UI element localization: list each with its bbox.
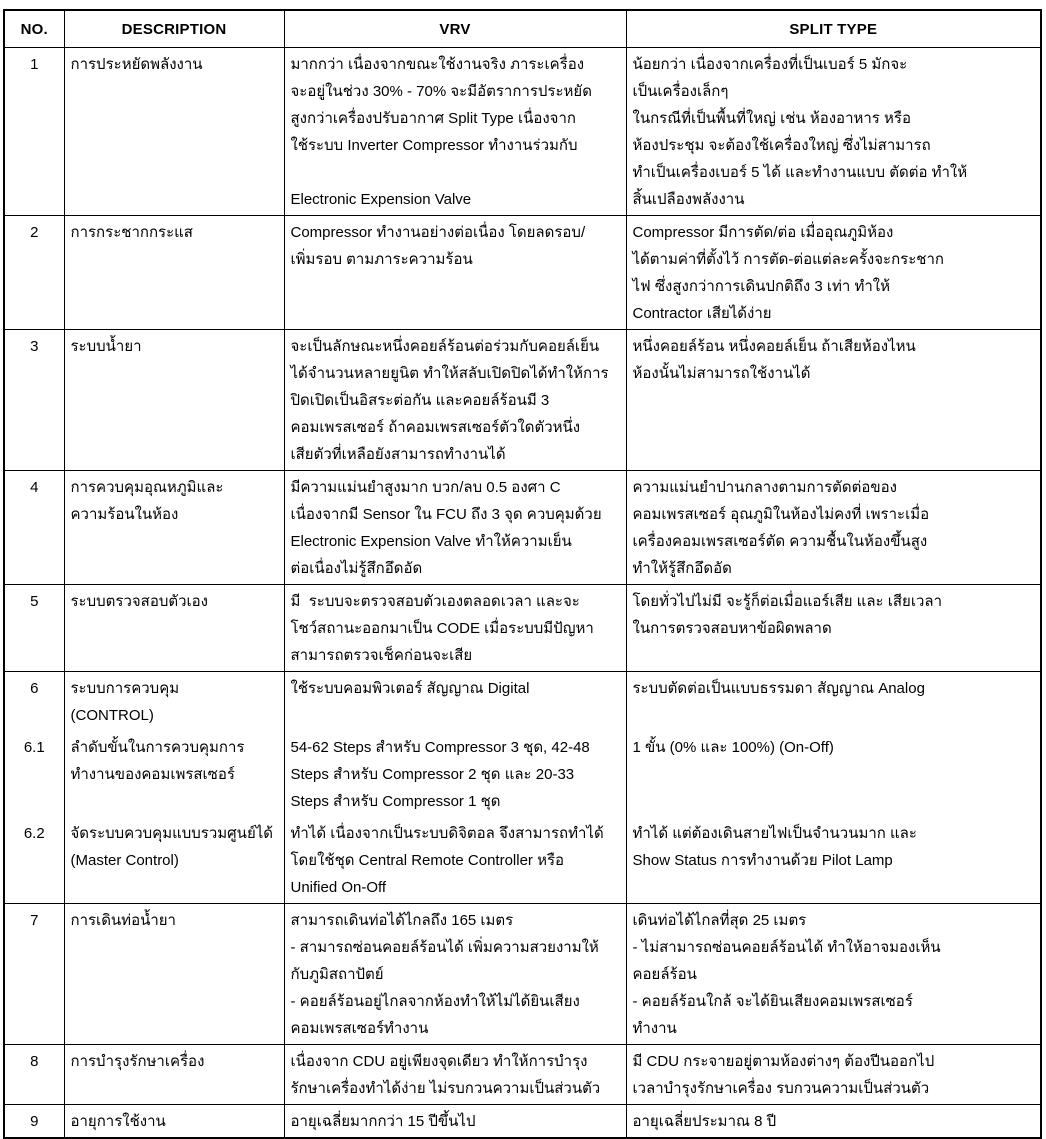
split-text-line: หนึ่งคอยล์ร้อน หนึ่งคอยล์เย็น ถ้าเสียห้องไหน [632,338,916,355]
cell-description [64,1045,284,1105]
split-text-line: โดยทั่วไปไม่มี จะรู้ก็ต่อเมื่อแอร์เสีย และ เสียเวลา [632,593,942,610]
split-text-line: ทำงาน [632,1020,677,1037]
description-text-line: การประหยัดพลังงาน [70,56,203,73]
vrv-text-line: จะเป็นลักษณะหนึ่งคอยล์ร้อนต่อร่วมกับคอยล์เย็น [290,338,600,355]
cell-vrv [284,216,626,330]
cell-description [64,731,284,817]
description-text-line: จัดระบบควบคุมแบบรวมศูนย์ได้ [70,825,274,842]
split-text-line: - ไม่สามารถซ่อนคอยล์ร้อนได้ ทำให้อาจมองเห็น [632,939,941,956]
cell-split [626,1045,1041,1105]
description-text-line: การกระชากกระแส [70,224,193,241]
cell-split [626,216,1041,330]
cell-no [4,904,64,1045]
cell-no [4,48,64,216]
cell-split [626,471,1041,585]
split-text-line: สิ้นเปลืองพลังงาน [632,191,745,208]
header-split-type: SPLIT TYPE [626,10,1041,48]
vrv-text-line: เนื่องจากมี Sensor ใน FCU ถึง 3 จุด ควบคุมด้วย [290,506,602,523]
split-text-line: ทำเป็นเครื่องเบอร์ 5 ได้ และทำงานแบบ ตัดต่อ ทำให้ [632,164,968,181]
cell-vrv [284,585,626,672]
vrv-text-line: Compressor ทำงานอย่างต่อเนื่อง โดยลดรอบ/ [290,224,586,241]
split-text-line: คอมเพรสเซอร์ อุณภูมิในห้องไม่คงที่ เพราะเมื่อ [632,506,930,523]
split-text-line: ในกรณีที่เป็นพื้นที่ใหญ่ เช่น ห้องอาหาร หรือ [632,110,911,127]
cell-vrv [284,817,626,904]
row-number: 6.2 [23,825,45,842]
table-row [4,731,1041,817]
vrv-text-line: เพิ่มรอบ ตามภาระความร้อน [290,251,473,268]
table-row [4,216,1041,330]
vrv-split-comparison-table [3,9,1042,1139]
description-text-line: ระบบการควบคุม [70,680,180,697]
row-number: 3 [30,338,39,355]
cell-vrv [284,1045,626,1105]
vrv-text-line: Electronic Expension Valve ทำให้ความเย็น [290,533,572,550]
cell-split [626,585,1041,672]
cell-description [64,904,284,1045]
split-text-line: เดินท่อได้ไกลที่สุด 25 เมตร [632,912,807,929]
cell-description [64,672,284,732]
header-row [4,10,1041,48]
table-row [4,817,1041,904]
table-row [4,904,1041,1045]
vrv-text-line: รักษาเครื่องทำได้ง่าย ไม่รบกวนความเป็นส่วนตัว [290,1080,601,1097]
header-vrv: VRV [284,10,626,48]
description-text-line: การบำรุงรักษาเครื่อง [70,1053,205,1070]
vrv-text-line: จะอยู่ในช่วง 30% - 70% จะมีอัตราการประหยัด [290,83,592,100]
vrv-text-line: Electronic Expension Valve [290,191,472,208]
cell-vrv [284,904,626,1045]
vrv-text-line: Steps สำหรับ Compressor 2 ชุด และ 20-33 [290,766,575,783]
split-text-line: มี CDU กระจายอยู่ตามห้องต่างๆ ต้องปีนออกไป [632,1053,935,1070]
cell-no [4,1045,64,1105]
cell-description [64,585,284,672]
cell-description [64,48,284,216]
header-no: NO. [4,10,64,48]
description-text-line: ระบบน้ำยา [70,338,142,355]
split-text-line: ระบบตัดต่อเป็นแบบธรรมดา สัญญาณ Analog [632,680,925,697]
split-text-line: ห้องประชุม จะต้องใช้เครื่องใหญ่ ซึ่งไม่สามารถ [632,137,931,154]
description-text-line: ลำดับขั้นในการควบคุมการ [70,739,245,756]
vrv-text-line: 54-62 Steps สำหรับ Compressor 3 ชุด, 42-48 [290,739,590,756]
description-text-line: ทำงานของคอมเพรสเซอร์ [70,766,235,783]
header-description: DESCRIPTION [64,10,284,48]
vrv-text-line: ได้จำนวนหลายยูนิต ทำให้สลับเปิดปิดได้ทำให้การ [290,365,609,382]
split-text-line: น้อยกว่า เนื่องจากเครื่องที่เป็นเบอร์ 5 มักจะ [632,56,908,73]
vrv-text-line: ใช้ระบบ Inverter Compressor ทำงานร่วมกับ [290,137,578,154]
cell-split [626,817,1041,904]
cell-no [4,1105,64,1139]
vrv-text-line: เนื่องจาก CDU อยู่เพียงจุดเดียว ทำให้การบำรุง [290,1053,588,1070]
vrv-text-line [291,159,620,186]
cell-vrv [284,731,626,817]
description-text-line: ระบบตรวจสอบตัวเอง [70,593,208,610]
description-text-line: ความร้อนในห้อง [70,506,179,523]
split-text-line: ในการตรวจสอบหาข้อผิดพลาด [632,620,832,637]
cell-description [64,216,284,330]
split-text-line: ห้องนั้นไม่สามารถใช้งานได้ [632,365,811,382]
cell-split [626,1105,1041,1139]
vrv-text-line: Unified On-Off [290,879,387,896]
row-number: 9 [30,1113,39,1130]
cell-split [626,904,1041,1045]
row-number: 6 [30,680,39,697]
cell-vrv [284,1105,626,1139]
cell-no [4,330,64,471]
cell-description [64,1105,284,1139]
split-text-line: - คอยล์ร้อนใกล้ จะได้ยินเสียงคอมเพรสเซอร์ [632,993,913,1010]
table-row [4,672,1041,732]
cell-description [64,817,284,904]
vrv-text-line: โดยใช้ชุด Central Remote Controller หรือ [290,852,565,869]
vrv-text-line: สามารถตรวจเช็คก่อนจะเสีย [290,647,473,664]
cell-split [626,48,1041,216]
vrv-text-line: เสียตัวที่เหลือยังสามารถทำงานได้ [290,446,506,463]
vrv-text-line: - คอยล์ร้อนอยู่ไกลจากห้องทำให้ไม่ได้ยินเสียง [290,993,580,1010]
row-number: 5 [30,593,39,610]
split-text-line: Compressor มีการตัด/ต่อ เมื่ออุณภูมิห้อง [632,224,894,241]
vrv-text-line: ปิดเปิดเป็นอิสระต่อกัน และคอยล์ร้อนมี 3 [290,392,550,409]
cell-no [4,471,64,585]
split-text-line: ความแม่นยำปานกลางตามการตัดต่อของ [632,479,897,496]
table-row [4,585,1041,672]
cell-split [626,731,1041,817]
cell-no [4,817,64,904]
cell-vrv [284,48,626,216]
vrv-text-line: ทำได้ เนื่องจากเป็นระบบดิจิตอล จึงสามารถทำได้ [290,825,604,842]
vrv-text-line: กับภูมิสถาปัตย์ [290,966,384,983]
cell-no [4,672,64,732]
split-text-line: ได้ตามค่าที่ตั้งไว้ การตัด-ต่อแต่ละครั้งจะกระชาก [632,251,944,268]
row-number: 1 [30,56,39,73]
split-text-line: ทำได้ แต่ต้องเดินสายไฟเป็นจำนวนมาก และ [632,825,917,842]
split-text-line: ไฟ ซึ่งสูงกว่าการเดินปกติถึง 3 เท่า ทำให้ [632,278,890,295]
vrv-text-line: คอมเพรสเซอร์ทำงาน [290,1020,429,1037]
split-text-line: ทำให้รู้สึกอึดอัด [632,560,732,577]
split-text-line: เครื่องคอมเพรสเซอร์ตัด ความชื้นในห้องขึ้นสูง [632,533,928,550]
cell-split [626,330,1041,471]
row-number: 2 [30,224,39,241]
vrv-text-line: ต่อเนื่องไม่รู้สึกอึดอัด [290,560,423,577]
split-text-line: Show Status การทำงานด้วย Pilot Lamp [632,852,893,869]
vrv-text-line: ใช้ระบบคอมพิวเตอร์ สัญญาณ Digital [290,680,530,697]
cell-no [4,216,64,330]
vrv-text-line: สูงกว่าเครื่องปรับอากาศ Split Type เนื่องจาก [290,110,576,127]
table-row [4,330,1041,471]
vrv-text-line: Steps สำหรับ Compressor 1 ชุด [290,793,501,810]
row-number: 8 [30,1053,39,1070]
split-text-line: เป็นเครื่องเล็กๆ [632,83,729,100]
cell-no [4,731,64,817]
cell-no [4,585,64,672]
cell-vrv [284,330,626,471]
cell-vrv [284,471,626,585]
comparison-table-body [4,48,1041,1139]
table-row [4,471,1041,585]
vrv-text-line: อายุเฉลี่ยมากกว่า 15 ปีขึ้นไป [290,1113,476,1130]
table-row [4,1105,1041,1139]
table-row [4,48,1041,216]
vrv-text-line: มีความแม่นยำสูงมาก บวก/ลบ 0.5 องศา C [290,479,561,496]
vrv-text-line: มากกว่า เนื่องจากขณะใช้งานจริง ภาระเครื่อง [290,56,585,73]
vrv-text-line: สามารถเดินท่อได้ไกลถึง 165 เมตร [290,912,514,929]
description-text-line: (Master Control) [70,852,179,869]
vrv-text-line: - สามารถซ่อนคอยล์ร้อนได้ เพิ่มความสวยงามให้ [290,939,599,956]
split-text-line: 1 ขั้น (0% และ 100%) (On-Off) [632,739,834,756]
table-row [4,1045,1041,1105]
split-text-line: Contractor เสียได้ง่าย [632,305,772,322]
vrv-text-line: คอมเพรสเซอร์ ถ้าคอมเพรสเซอร์ตัวใดตัวหนึ่ง [290,419,581,436]
row-number: 4 [30,479,39,496]
row-number: 7 [30,912,39,929]
description-text-line: (CONTROL) [70,707,154,724]
cell-description [64,330,284,471]
split-text-line: อายุเฉลี่ยประมาณ 8 ปี [632,1113,777,1130]
description-text-line: การเดินท่อน้ำยา [70,912,176,929]
description-text-line: การควบคุมอุณหภูมิและ [70,479,224,496]
description-text-line: อายุการใช้งาน [70,1113,166,1130]
vrv-text-line: มี ระบบจะตรวจสอบตัวเองตลอดเวลา และจะ [290,593,580,610]
row-number: 6.1 [23,739,45,756]
cell-vrv [284,672,626,732]
split-text-line: เวลาบำรุงรักษาเครื่อง รบกวนความเป็นส่วนตัว [632,1080,930,1097]
cell-split [626,672,1041,732]
vrv-text-line: โชว์สถานะออกมาเป็น CODE เมื่อระบบมีปัญหา [290,620,594,637]
cell-description [64,471,284,585]
split-text-line: คอยล์ร้อน [632,966,697,983]
table-header [4,10,1041,48]
